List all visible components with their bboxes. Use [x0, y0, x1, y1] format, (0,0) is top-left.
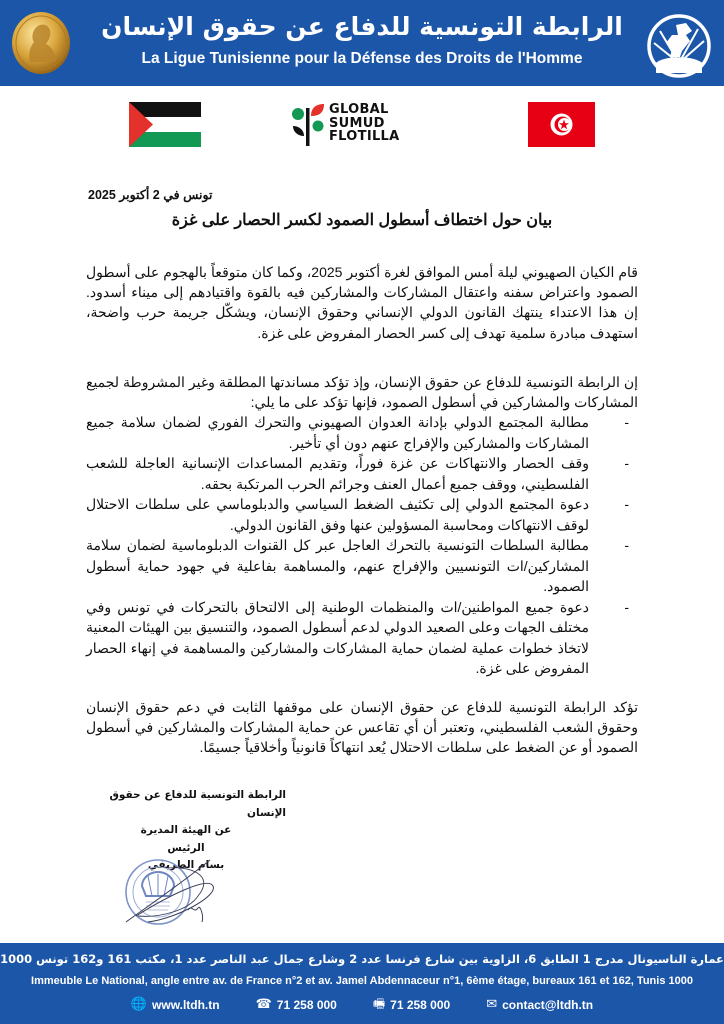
fax-info: [373, 996, 450, 1014]
globe-icon: 🌐: [130, 997, 148, 1012]
paragraph-intro: قام الكيان الصهيوني ليلة أمس الموافق لغرة أكتوبر 2025، وكما كان متوقعاً بالهجوم على أسطول الصمود واعتراض سفنه واعتقال المشاركات والمشاركين فيه بالقوة واقتيادهم إلى ميناء أسدود. إن هذا الاعتداء ينتهك القانون الدولي الإنساني وحقوق الإنسان، ويشكّل جريمة حرب واضحة، استهدف مبادرة سلمية تهدف إلى كسر الحصار المفروض على غزة.: [86, 264, 638, 341]
phone-link[interactable]: [256, 996, 337, 1014]
bullet-dash: -: [624, 414, 629, 430]
organization-name-french: La Ligue Tunisienne pour la Défense des Droits de l'Homme: [141, 50, 583, 67]
gsf-line-global: GLOBAL: [329, 102, 389, 117]
letterhead-footer: [0, 943, 724, 1024]
demand-text: دعوة جميع المواطنين/ات والمنظمات الوطنية إلى الالتحاق بالتحركات في تونس وفي مختلف الجهات وعلى الصعيد الدولي لدعم أسطول الصمود، والتنسيق بين الهيئات المعنية لاتخاذ خطوات عملية لضمان حماية المشاركات والمشاركين والمساهمة في إنهاء الحصار المفروض على غزة.: [86, 598, 589, 676]
address-arabic: عمارة الناسيونال مدرج 1 الطابق 6، الزاوية بين شارع فرنسا عدد 2 وشارع جمال عبد الناصر عدد 1، مكتب 161 و162 تونس 1000: [0, 952, 724, 966]
fax-icon: 🖷: [372, 997, 386, 1012]
contact-row: [0, 996, 724, 1014]
website-text: www.ltdh.tn: [152, 998, 220, 1012]
flotilla-sprout-icon: [290, 102, 326, 148]
demands-list: [86, 412, 638, 679]
tunisia-flag-icon: [528, 102, 595, 147]
paragraph-position: إن الرابطة التونسية للدفاع عن حقوق الإنسان، وإذ تؤكد مساندتها المطلقة وغير المشروطة لجميع المشاركات والمشاركين في أسطول الصمود، فإنها تؤكد على ما يلي:: [86, 374, 639, 411]
bullet-dash: -: [624, 537, 629, 553]
paragraph-conclusion: تؤكد الرابطة التونسية للدفاع عن حقوق الإنسان على موقفها الثابت في دعم حقوق الإنسان وحقوق الشعب الفلسطيني، وتعتبر أن أي تقاعس عن حماية المشاركات والمشاركين في أسطول الصمود أو عن الضغط على سلطات الاحتلال يُعد انتهاكاً قانونياً وأخلاقياً جسيمًا.: [86, 699, 638, 756]
signature-name: بسام الطريفي: [147, 859, 225, 871]
address-french: Immeuble Le National, angle entre av. de France n°2 et av. Jamel Abdennaceur n°1, 6ème étage, bureaux 161 et 162, Tunis 1000: [31, 975, 693, 987]
statement-title: بيان حول اختطاف أسطول الصمود لكسر الحصار على غزة: [171, 212, 553, 229]
fax-text: 71 258 000: [390, 998, 451, 1012]
date-line: تونس في 2 أكتوبر 2025: [88, 188, 213, 202]
bullet-dash: -: [624, 455, 629, 471]
official-stamp-signature-icon: [118, 856, 228, 928]
signature-body: عن الهيئة المديرة: [140, 824, 232, 836]
demand-text: دعوة المجتمع الدولي إلى تكثيف الضغط السياسي والدبلوماسي على سلطات الاحتلال لوقف الانتهاكات ومحاسبة المسؤولين عنها وفق القانون الدولي.: [86, 496, 589, 533]
website-link[interactable]: [131, 996, 220, 1014]
bullet-dash: -: [624, 598, 629, 615]
nobel-medal-icon: [10, 10, 72, 76]
demand-text: وقف الحصار والانتهاكات عن غزة فوراً، وتقديم المساعدات الإنسانية العاجلة للشعب الفلسطيني، ووقف جميع أعمال العنف وجرائم الحرب المرتكبة بحقه.: [86, 455, 589, 492]
gsf-line-flotilla: FLOTILLA: [329, 129, 400, 144]
letterhead-header: [0, 0, 724, 86]
phone-icon: ☎: [255, 997, 272, 1012]
email-text: contact@ltdh.tn: [502, 998, 594, 1012]
envelope-icon: ✉: [486, 997, 498, 1012]
gsf-line-sumud: SUMUD: [329, 115, 385, 131]
demand-item: [86, 535, 638, 597]
organization-name-arabic: الرابطة التونسية للدفاع عن حقوق الإنسان: [101, 12, 623, 41]
email-link[interactable]: [486, 996, 593, 1014]
demand-item: [86, 412, 638, 453]
demand-item: [86, 453, 638, 494]
bullet-dash: -: [624, 496, 629, 512]
demand-item: [86, 597, 638, 679]
demand-item: [86, 494, 638, 535]
palestine-flag-icon: [129, 102, 201, 147]
global-sumud-flotilla-logo: [290, 102, 420, 148]
ltdh-logo-icon: [646, 13, 712, 79]
signature-org: الرابطة التونسية للدفاع عن حقوق الإنسان: [109, 789, 286, 819]
signature-role: الرئيس: [167, 841, 205, 854]
demand-text: مطالبة المجتمع الدولي بإدانة العدوان الصهيوني والتحرك الفوري لضمان سلامة جميع المشاركات والمشاركين والإفراج عنهم دون أي تأخير.: [86, 414, 589, 451]
demand-text: مطالبة السلطات التونسية بالتحرك العاجل عبر كل القنوات الدبلوماسية لضمان سلامة المشاركين/ات التونسيين والإفراج عنهم، والمساهمة بفاعلية في جهود حماية أسطول الصمود.: [86, 537, 589, 594]
phone-text: 71 258 000: [276, 998, 337, 1012]
